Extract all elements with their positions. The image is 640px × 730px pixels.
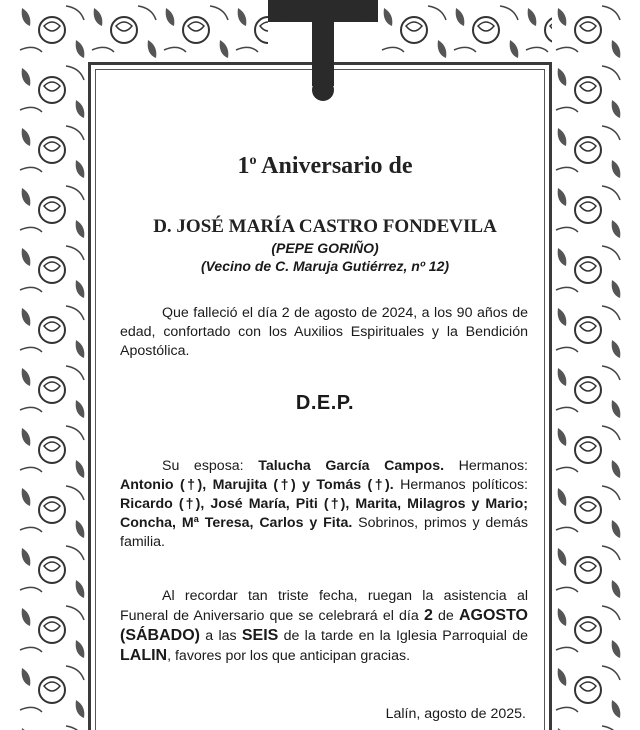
service-date: AGOSTO (SÁBADO) [120,607,528,644]
deceased-address: (Vecino de C. Maruja Gutiérrez, nº 12) [200,258,450,274]
dep-heading: D.E.P. [295,392,355,414]
inlaws-list: Ricardo (†), José María, Piti (†), Marita, Milagros y Mario; Concha, Mª Teresa, Carlos y Fita. [120,496,528,531]
family-paragraph: Su esposa: Talucha García Campos. Hermanos: Antonio (†), Marujita (†) y Tomás (†). Hermanos políticos: Ricardo (†), José María, Piti (†), Marita, Milagros y Mario; Concha, Mª Teresa, Carlos y Fita. Sobrinos, primos y demás familia. [120,458,529,550]
service-day: 2 [423,607,433,624]
service-paragraph: Al recordar tan triste fecha, ruegan la asistencia al Funeral de Aniversario que se celebrará el día 2 de AGOSTO (SÁBADO) a las SEIS de la tarde en la Iglesia Parroquial de LALIN, favores por los que anticipan gracias. [120,588,528,664]
rose-border-top-left [88,0,268,62]
service-time: SEIS [241,627,279,644]
siblings-list: Antonio (†), Marujita (†) y Tomás (†). [120,477,394,493]
rose-border-top-right [378,0,552,62]
wife-name: Talucha García Campos. [258,458,445,474]
rose-border-right [552,0,624,730]
cross-icon [268,0,378,104]
service-place: LALIN [120,647,168,664]
death-paragraph: Que falleció el día 2 de agosto de 2024, a los 90 años de edad, confortado con los Auxilios Espirituales y la Bendición Apostólica. [120,305,528,359]
anniversary-title: 1$^o$ Aniversario de [237,153,413,179]
deceased-name: D. JOSÉ MARÍA CASTRO FONDEVILA [153,216,497,237]
rose-border-left [16,0,88,730]
deceased-nickname: (PEPE GORIÑO) [271,240,379,256]
signoff: Lalín, agosto de 2025. [385,706,526,722]
